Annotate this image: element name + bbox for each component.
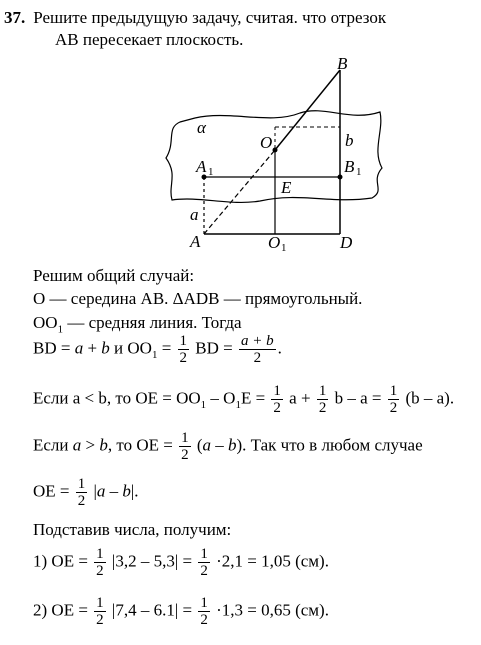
- solution-line1: Решим общий случай:: [33, 266, 195, 285]
- label-a: a: [190, 205, 199, 224]
- point-O: [273, 148, 278, 153]
- label-b: b: [345, 131, 354, 150]
- label-A1-sub: 1: [208, 166, 214, 178]
- solution-line10: 2) OE = $\frac{1}{2}$ |7,4 – 6.1| = $\frac{1}{2}$ ·1,3 = 0,65 (см).: [33, 595, 329, 628]
- label-A1: A: [196, 157, 207, 176]
- solution-line2: O — середина AB. ΔADB — прямоугольный.: [33, 289, 363, 308]
- label-O1-sub: 1: [281, 242, 287, 254]
- solution-line8: Подставив числа, получим:: [33, 520, 232, 539]
- problem-text-line1: Решите предыдущую задачу, считая. что отрезок: [33, 8, 387, 27]
- label-O: O: [260, 133, 273, 152]
- label-B1-sub: 1: [356, 166, 362, 178]
- label-O1: O: [268, 233, 281, 252]
- solution-line6: Если a > b, то OE = $\frac{1}{2}$ (a – b). Так что в любом случае: [33, 430, 423, 463]
- label-D: D: [340, 233, 353, 252]
- point-B1: [338, 175, 343, 180]
- label-B1: B: [344, 157, 355, 176]
- solution-line5: Если a < b, то OE = $OO_1 - O_1E$ = $\frac{1}{2}$ a + $\frac{1}{2}$ b – a = $\frac{1}{2}$ (b – a).: [33, 383, 455, 416]
- problem-number: 37.: [4, 8, 26, 27]
- solution-line4: BD = a + b и $OO_1$ = $\frac{1}{2}$ BD = $\frac{a + b}{2}$ .: [33, 333, 282, 366]
- problem-text-line2: AB пересекает плоскость.: [55, 30, 244, 49]
- label-B: B: [337, 54, 348, 73]
- geometry-figure: [0, 0, 481, 260]
- segment-OB: [275, 70, 340, 150]
- solution-line7: OE = $\frac{1}{2}$ |a – b|.: [33, 476, 139, 509]
- label-alpha: α: [197, 118, 206, 137]
- label-E: E: [281, 178, 292, 197]
- solution-line3: $OO_1$ — средняя линия. Тогда: [33, 313, 242, 336]
- solution-line9: 1) OE = $\frac{1}{2}$ |3,2 – 5,3| = $\frac{1}{2}$ ·2,1 = 1,05 (см).: [33, 546, 329, 579]
- segment-AO-dashed: [204, 150, 275, 234]
- label-A: A: [190, 232, 201, 251]
